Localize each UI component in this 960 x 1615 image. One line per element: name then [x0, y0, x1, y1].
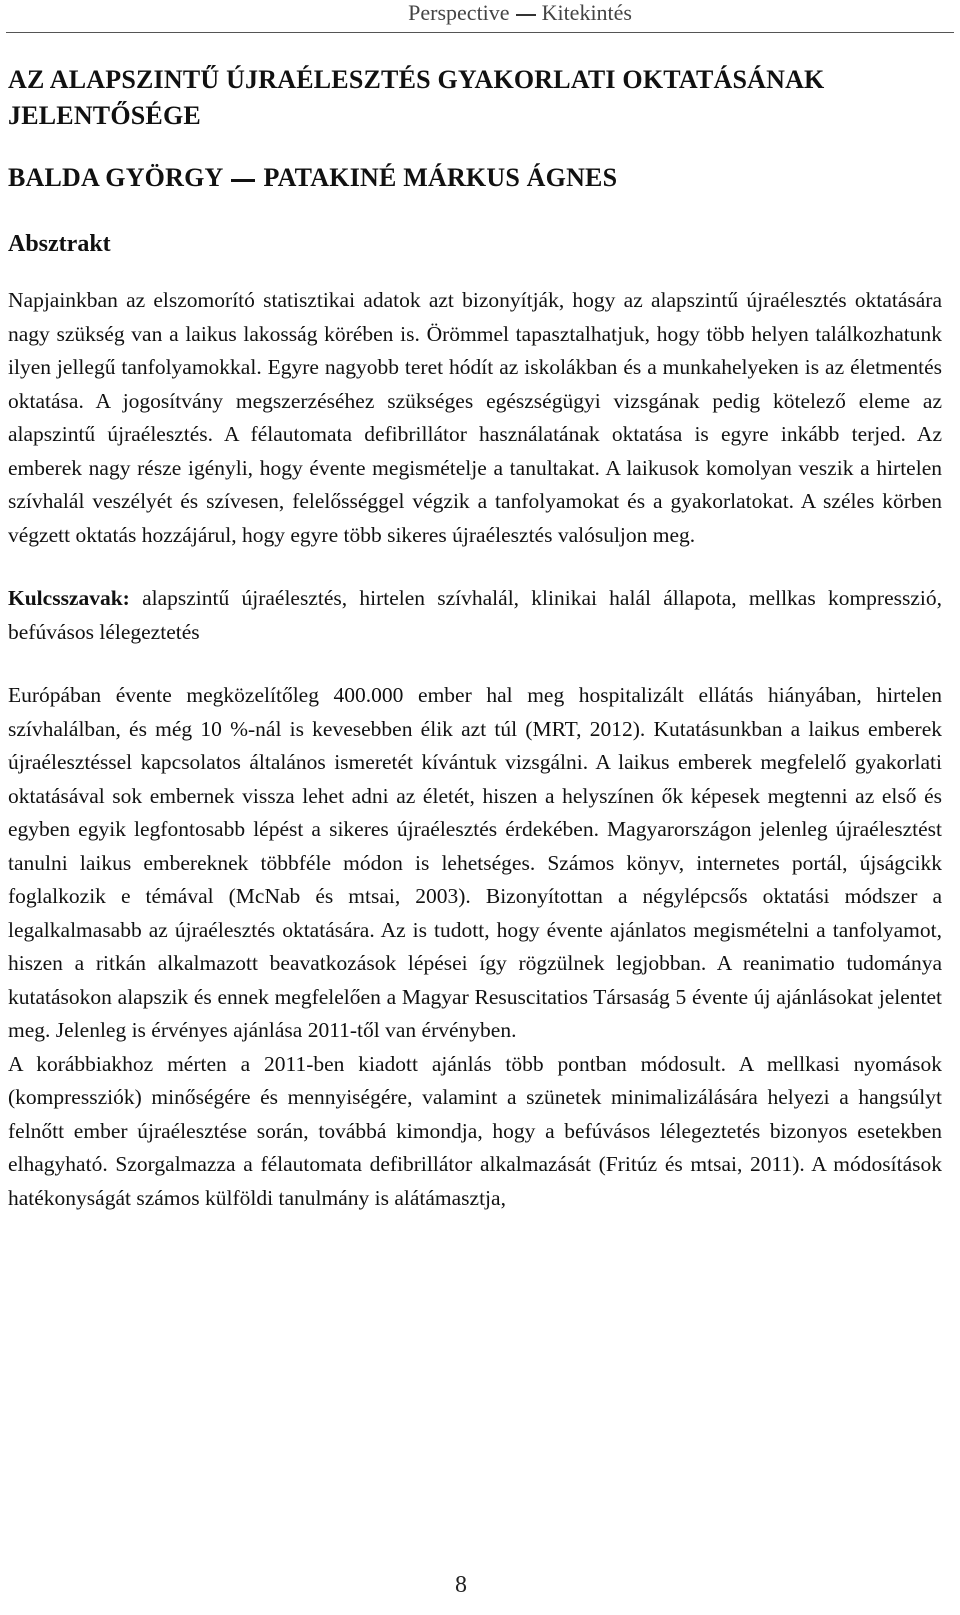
- abstract-paragraph: Napjainkban az elszomorító statisztikai adatok azt bizonyítják, hogy az alapszintű újraélesztés oktatására nagy szükség van a laikus lakosság körében is. Örömmel tapasztalhatjuk, hogy több helyen találkozhatunk ilyen jellegű tanfolyamokkal. Egyre nagyobb teret hódít az iskolákban és a munkahelyeken is az életmentés oktatása. A jogosítvány megszerzéséhez szükséges egészségügyi vizsgának pedig kötelező eleme az alapszintű újraélesztés. A félautomata defibrillátor használatának oktatása is egyre inkább terjed. Az emberek nagy része igényli, hogy évente megismételje a tanultakat. A laikusok komolyan veszik a hirtelen szívhalál veszélyét és szívesen, felelősséggel végzik a tanfolyamokat és a gyakorlatokat. A széles körben végzett oktatás hozzájárul, hogy egyre több sikeres újraélesztés valósuljon meg.: [8, 288, 942, 547]
- keywords-label: Kulcsszavak:: [8, 586, 130, 610]
- page-number: 8: [455, 1572, 467, 1598]
- author-1: BALDA GYÖRGY: [8, 163, 224, 192]
- body-paragraph-2: A korábbiakhoz mérten a 2011-ben kiadott ajánlás több pontban módosult. A mellkasi nyomások (kompressziók) minőségére és mennyiségére, valamint a szünetek minimalizálására helyezi a hangsúlyt felnőtt ember újraélesztése során, továbbá kimondja, hogy a befúvásos lélegeztetés bizonyos esetekben elhagyható. Szorgalmazza a félautomata defibrillátor alkalmazását (Fritúz és mtsai, 2011). A módosítások hatékonyságát számos külföldi tanulmány is alátámasztja,: [8, 1051, 942, 1210]
- header-right: Kitekintés: [541, 0, 632, 25]
- keywords-paragraph: [8, 582, 942, 649]
- keywords-text: alapszintű újraélesztés, hirtelen szívhalál, klinikai halál állapota, mellkas kompresszió, befúvásos lélegeztetés: [8, 586, 942, 644]
- header-left: Perspective: [408, 0, 510, 25]
- author-line: [8, 160, 942, 196]
- author-2: PATAKINÉ MÁRKUS ÁGNES: [263, 163, 618, 192]
- abstract-heading: Absztrakt: [8, 231, 111, 257]
- running-header: [408, 0, 632, 26]
- article-body: [8, 62, 942, 1215]
- header-rule: [6, 32, 954, 33]
- body-paragraph-1: Európában évente megközelítőleg 400.000 ember hal meg hospitalizált ellátás hiányában, hirtelen szívhalálban, és még 10 %-nál is kevesebben élik azt túl (MRT, 2012). Kutatásunkban a laikus emberek újraélesztéssel kapcsolatos általános ismeretét kívántuk vizsgálni. A laikus emberek megfelelő gyakorlati oktatásával sok embernek vissza lehet adni az életét, hiszen a helyszínen ők képesek megtenni az első és egyben egyik legfontosabb lépést a sikeres újraélesztés érdekében. Magyarországon jelenleg újraélesztést tanulni laikus embereknek többféle módon is lehetséges. Számos könyv, internetes portál, újságcikk foglalkozik e témával (McNab és mtsai, 2003). Bizonyítottan a négylépcsős oktatási módszer a legalkalmasabb az újraélesztés oktatására. Az is tudott, hogy évente ajánlatos megismételni a tanfolyamot, hiszen a ritkán alkalmazott beavatkozások lépései így rögzülnek legjobban. A reanimatio tudománya kutatásokon alapszik és ennek megfelelően a Magyar Resuscitatios Társaság 5 évente új ajánlásokat jelentet meg. Jelenleg is érvényes ajánlása 2011-től van érvényben.: [8, 683, 942, 1042]
- author-dash: [231, 179, 255, 182]
- header-dash: [516, 14, 536, 16]
- article-title: AZ ALAPSZINTŰ ÚJRAÉLESZTÉS GYAKORLATI OKTATÁSÁNAK JELENTŐSÉGE: [8, 65, 825, 130]
